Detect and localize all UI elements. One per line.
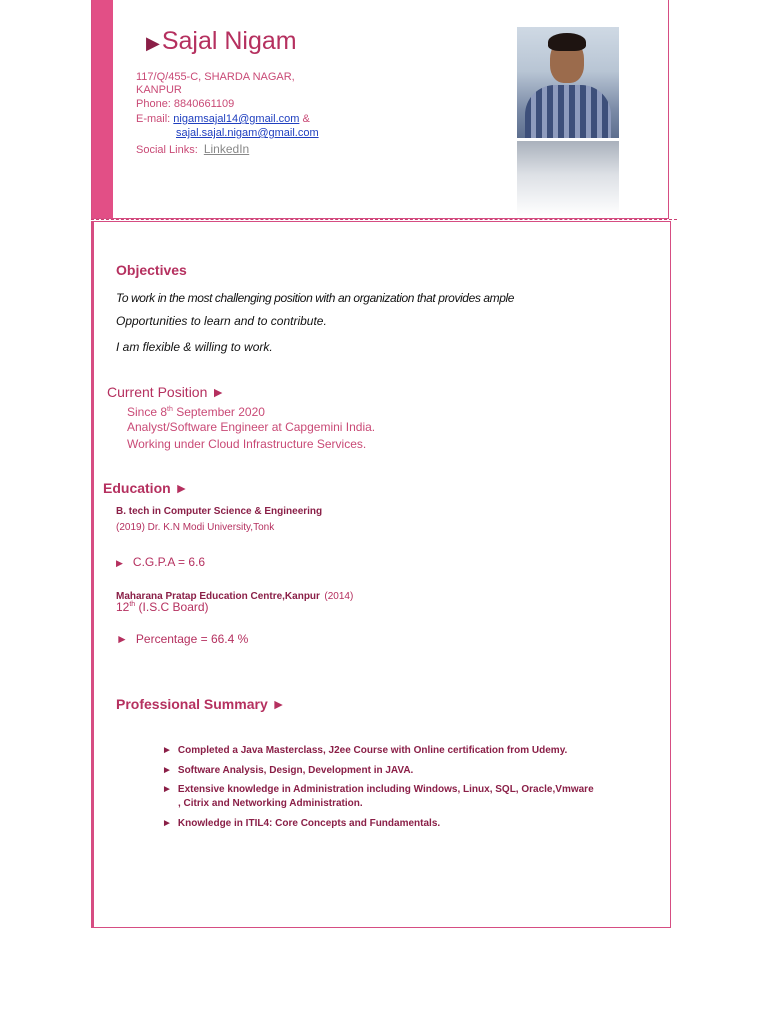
percentage-row <box>116 632 248 646</box>
school-name: Maharana Pratap Education Centre,Kanpur <box>116 591 320 602</box>
linkedin-link[interactable]: LinkedIn <box>203 142 250 156</box>
current-position-heading: Current Position ► <box>107 384 226 400</box>
education-college: (2019) Dr. K.N Modi University,Tonk <box>116 522 275 533</box>
address-line-2: KANPUR <box>136 84 182 96</box>
email-link-secondary[interactable]: sajal.sajal.nigam@gmail.com <box>176 127 319 139</box>
arrow-bullet-icon: ► <box>162 818 172 829</box>
arrow-bullet-icon: ► <box>116 632 128 646</box>
since-sup: th <box>167 406 173 413</box>
social-links-row <box>136 142 249 158</box>
percentage-text: Percentage = 66.4 % <box>135 632 249 646</box>
summary-item <box>162 783 594 797</box>
education-degree: B. tech in Computer Science & Engineering <box>116 506 323 517</box>
arrow-bullet-icon: ► <box>162 765 172 776</box>
objectives-line-1: To work in the most challenging position with an organization that provides ample <box>116 291 515 305</box>
class-board: (I.S.C Board) <box>135 600 209 614</box>
class-row <box>116 600 209 614</box>
photo-reflection <box>517 141 619 216</box>
summary-item <box>162 817 440 831</box>
cgpa-row <box>116 555 205 569</box>
since-date: September 2020 <box>172 405 265 419</box>
objectives-heading: Objectives <box>116 262 187 278</box>
address-line-1: 117/Q/455-C, SHARDA NAGAR, <box>136 71 295 83</box>
professional-summary-heading: Professional Summary ► <box>116 696 286 712</box>
candidate-name-text: Sajal Nigam <box>161 27 297 55</box>
email-row <box>136 112 310 127</box>
since-text: Since 8 <box>127 405 168 419</box>
candidate-name <box>146 27 297 56</box>
school-year: (2014) <box>324 591 354 602</box>
objectives-line-3: I am flexible & willing to work. <box>116 340 273 354</box>
email-label: E-mail: <box>136 113 171 125</box>
email-separator: & <box>302 113 310 125</box>
arrow-bullet-icon: ► <box>162 784 172 795</box>
current-position-work: Working under Cloud Infrastructure Services. <box>127 437 367 451</box>
summary-item <box>162 764 413 778</box>
arrow-bullet-icon: ► <box>162 745 172 756</box>
summary-item-text: Software Analysis, Design, Development in JAVA. <box>177 765 414 776</box>
triangle-bullet-icon: ▶ <box>146 33 160 53</box>
class-sup: th <box>129 601 136 608</box>
summary-item-continued: , Citrix and Networking Administration. <box>178 798 363 809</box>
cgpa-text: C.G.P.A = 6.6 <box>132 555 206 569</box>
email-link-primary[interactable]: nigamsajal14@gmail.com <box>173 113 300 125</box>
photo-hair <box>548 33 586 51</box>
photo-shirt <box>525 85 611 138</box>
current-position-role: Analyst/Software Engineer at Capgemini India. <box>127 420 376 434</box>
current-position-since <box>127 402 265 420</box>
education-heading: Education ► <box>103 480 189 496</box>
objectives-line-2: Opportunities to learn and to contribute. <box>116 314 327 328</box>
summary-item-text: Extensive knowledge in Administration including Windows, Linux, SQL, Oracle,Vmware <box>177 784 594 795</box>
profile-photo <box>517 27 619 138</box>
summary-item <box>162 744 567 758</box>
arrow-bullet-icon: ▶ <box>116 558 123 568</box>
social-label: Social Links: <box>136 144 198 156</box>
header-divider <box>91 219 677 220</box>
phone-number: Phone: 8840661109 <box>136 98 235 110</box>
summary-item-text: Knowledge in ITIL4: Core Concepts and Fundamentals. <box>177 818 441 829</box>
email-row-2 <box>176 126 319 141</box>
summary-item-text: Completed a Java Masterclass, J2ee Course with Online certification from Udemy. <box>177 745 568 756</box>
class-text: 12 <box>116 600 130 614</box>
